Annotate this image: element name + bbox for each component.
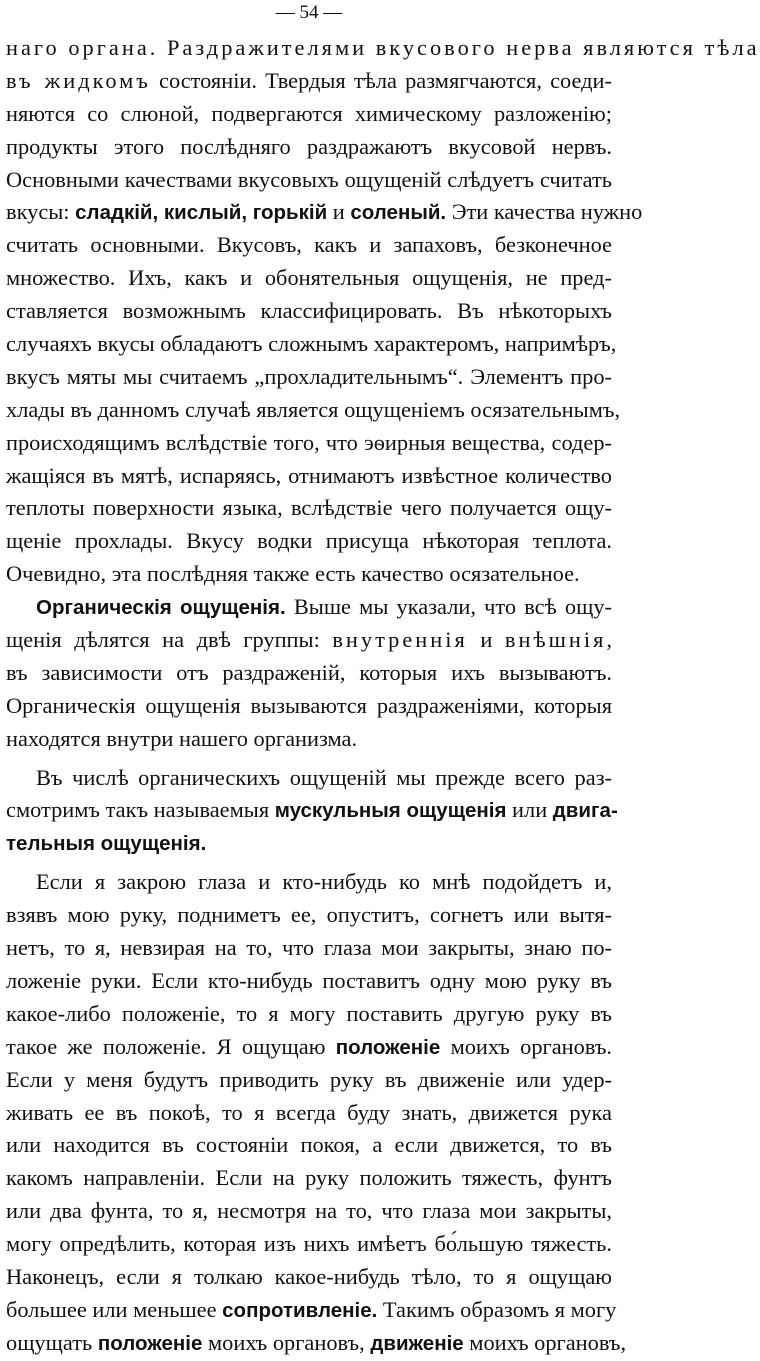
bold-term: тельныя ощущенія.	[6, 832, 207, 856]
text-line: щенія дѣлятся на двѣ группы: внутреннія и внѣшнія,	[6, 627, 612, 653]
text-line: Если я закрою глаза и кто-нибудь ко мнѣ подойдетъ и,	[36, 869, 612, 895]
bold-term: положеніе	[97, 1331, 203, 1355]
text-line: теплоты поверхности языка, вслѣдствіе чего получается ощу-	[6, 495, 612, 521]
text-line: ложеніе руки. Если кто-нибудь поставитъ одну мою руку въ	[6, 967, 612, 993]
text-line: такое же положеніе. Я ощущаю положеніе моихъ органовъ.	[6, 1033, 613, 1059]
text-line: Органическія ощущенія вызываются раздраженіями, которыя	[6, 692, 612, 718]
spaced-term: внѣшнія	[504, 627, 607, 653]
text-line: находятся внутри нашего организма.	[6, 725, 358, 751]
text-line: наго органа. Раздражителями вкусового нерва являются тѣла	[6, 35, 760, 60]
text-line: Наконецъ, если я толкаю какое-нибудь тѣло, то я ощущаю	[6, 1263, 612, 1289]
text-line: продукты этого послѣдняго раздражаютъ вкусовой нервъ.	[6, 133, 612, 159]
text-line: въ зависимости отъ раздраженій, которыя ихъ вызываютъ.	[6, 659, 612, 685]
text-line: большее или меньшее сопротивленіе. Такимъ образомъ я могу	[6, 1296, 617, 1322]
text-line: Очевидно, эта послѣдняя также есть качество осязательное.	[6, 561, 580, 587]
text-line: живать ее въ покоѣ, то я всегда буду знать, движется рука	[6, 1099, 612, 1125]
section-heading: Органическія ощущенія.	[36, 596, 286, 620]
bold-term: соленый.	[350, 201, 447, 225]
text-line: считать основными. Вкусовъ, какъ и запаховъ, безконечное	[6, 232, 612, 258]
text-line: Органическія ощущенія. Выше мы указали, что всѣ ощу-	[36, 594, 613, 620]
text-line: ставляется возможнымъ классифицировать. Въ нѣкоторыхъ	[6, 298, 612, 324]
text-line: происходящимъ вслѣдствіе того, что эѳирныя вещества, содер-	[6, 429, 612, 455]
bold-term: сопротивленіе.	[222, 1298, 378, 1322]
text-line: ощущать положеніе моихъ органовъ, движеніе моихъ органовъ,	[6, 1329, 627, 1355]
text-line: Основными качествами вкусовыхъ ощущеній слѣдуетъ считать	[6, 166, 612, 192]
bold-term: положеніе	[335, 1035, 441, 1059]
text-line	[6, 827, 612, 860]
text-line: или находится въ состояніи покоя, а если движется, то въ	[6, 1132, 612, 1158]
text-line: нетъ, то я, невзирая на то, что глаза мои закрыты, знаю по-	[6, 935, 612, 961]
text-line: множество. Ихъ, какъ и обонятельныя ощущенія, не пред-	[6, 265, 612, 291]
paragraph-example	[6, 866, 627, 1359]
paragraph-muscular	[6, 762, 618, 861]
page-number: — 54 —	[275, 2, 343, 23]
text-line: какое-либо положеніе, то я могу поставить другую руку въ	[6, 1000, 612, 1026]
text-line: вкусы: сладкій, кислый, горькій и соленый. Эти качества нужно	[6, 199, 643, 225]
bold-term: движеніе	[370, 1331, 464, 1355]
text-line: щеніе прохлады. Вкусу водки присуща нѣкоторая теплота.	[6, 528, 612, 554]
text-line: Если у меня будутъ приводить руку въ движеніе или удер-	[6, 1066, 612, 1092]
text-line: Въ числѣ органическихъ ощущеній мы прежде всего раз-	[36, 764, 612, 790]
text-line: вкусъ мяты мы считаемъ „прохладительнымъ“. Элементъ про-	[6, 363, 612, 389]
text-line: въ жидкомъ состояніи. Твердыя тѣла размягчаются, соеди-	[6, 67, 612, 93]
text-line: или два фунта, то я, несмотря на то, что глаза мои закрыты,	[6, 1198, 612, 1224]
text-line: хлады въ данномъ случаѣ является ощущеніемъ осязательнымъ,	[6, 396, 621, 422]
text-line: могу опредѣлить, которая изъ нихъ имѣетъ бо́льшую тяжесть.	[6, 1231, 612, 1257]
text-line: жащіяся въ мятѣ, испаряясь, отнимаютъ извѣстное количество	[6, 462, 612, 488]
bold-term: мускульныя ощущенія	[274, 799, 507, 823]
text-line: взявъ мою руку, подниметъ ее, опуститъ, согнетъ или вытя-	[6, 902, 612, 928]
spaced-term: внутреннія	[332, 627, 468, 653]
paragraph-organic	[6, 591, 612, 755]
text-line: смотримъ такъ называемыя мускульныя ощущенія или двига-	[6, 797, 618, 823]
paragraph-taste	[6, 32, 760, 591]
text-line: случаяхъ вкусы обладаютъ сложнымъ характеромъ, напримѣръ,	[6, 331, 617, 357]
text-line: няются со слюной, подвергаются химическому разложенію;	[6, 100, 612, 126]
bold-term: двига-	[552, 799, 618, 823]
bold-term: сладкій, кислый, горькій	[75, 201, 328, 225]
text-line: какомъ направленіи. Если на руку положить тяжесть, фунтъ	[6, 1165, 612, 1191]
